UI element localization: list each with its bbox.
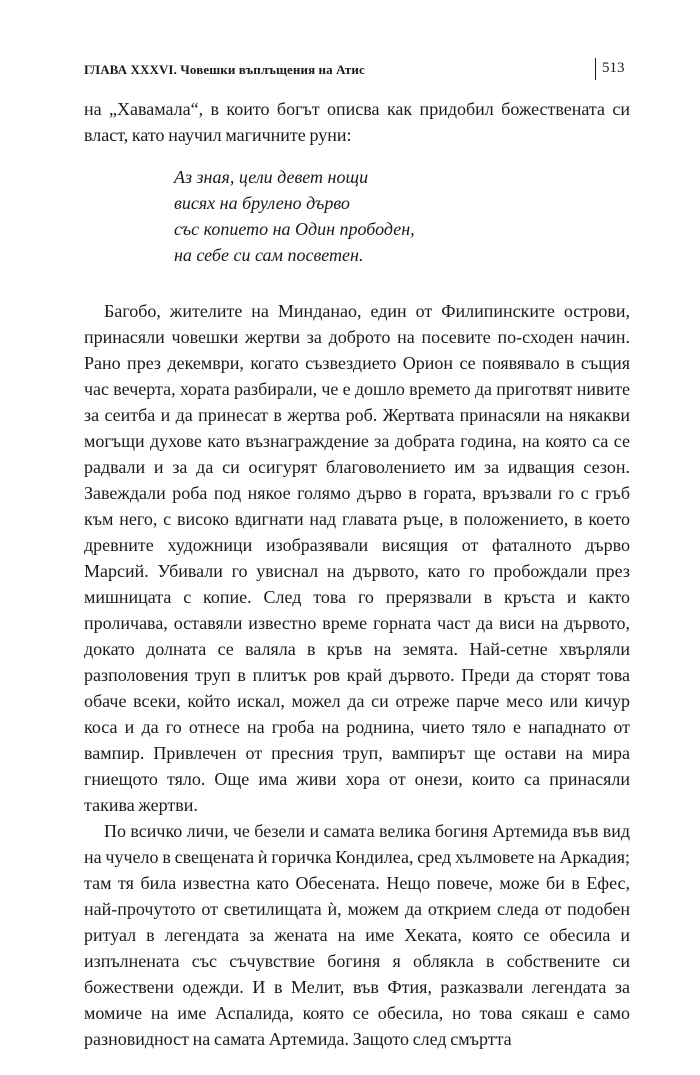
- verse-line: Аз зная, цели девет нощи: [174, 167, 369, 187]
- verse-line: на себе си сам посветен.: [174, 245, 364, 265]
- body-paragraph-artemis: По всичко личи, че безели и самата велика богиня Артемида във вид на чучело в свещената ѝ горичка Кондилеа, сред хълмовете на Аркадия; там тя била известна като Обесената. Нещо повече, може би в Ефес, най-прочутото от светилищата ѝ, можем да открием следа от подобен ритуал в легендата за жената на име Хеката, която се обесила и изпълнената със съчувствие богиня я облякла в собствените си божествени одежди. И в Мелит, във Фтия, разказвали легендата за момиче на име Аспалида, която се обесила, но това сякаш е само разновидност на самата Артемида. Защото след смъртта: [84, 821, 630, 1049]
- page-number-divider: [595, 58, 596, 80]
- verse-quote: [174, 164, 630, 268]
- verse-line: със копието на Один прободен,: [174, 219, 415, 239]
- page-number: 513: [602, 60, 625, 76]
- section-spacer: [84, 268, 630, 298]
- verse-line: висях на брулено дърво: [174, 193, 350, 213]
- intro-paragraph: на „Хавамала“, в които богът описва как придобил божествената си власт, като научил магичните руни:: [84, 99, 630, 145]
- page-header: [84, 58, 630, 82]
- running-title: ГЛАВА XXXVI. Човешки въплъщения на Атис: [84, 62, 365, 77]
- body-paragraph-bagobo: Багобо, жителите на Минданао, един от Филипинските острови, принасяли човешки жертви за доброто на посевите по-сходен начин. Рано през декември, когато съзвездието Орион се появявало в същия час вечерта, хората разбирали, че е дошло времето да приготвят нивите за сеитба и да принесат в жертва роб. Жертвата принасяли на някакви могъщи духове като възнаграждение за добрата година, на която са се радвали и за да си осигурят благоволението им за идващия сезон. Завеждали роба под някое голямо дърво в гората, връзвали го с гръб към него, с високо вдигнати над главата ръце, в положението, в което древните художници изобразявали висящия от фаталното дърво Марсий. Убивали го увиснал на дървото, като го пробождали през мишницата с копие. След това го прерязвали в кръста и както проличава, оставяли известно време горната част да виси на дървото, докато долната се валяла в кръв на земята. Най-сетне хвърляли разполовения труп в плитък ров край дървото. Преди да сторят това обаче всеки, който искал, можел да си отреже парче месо или кичур коса и да го отнесе на гроба на роднина, чието тяло е нападнато от вампир. Привлечен от пресния труп, вампирът ще остави на мира гниещото тяло. Още има живи хора от онези, които са принасяли такива жертви.: [84, 301, 630, 815]
- page-body: [84, 96, 630, 1052]
